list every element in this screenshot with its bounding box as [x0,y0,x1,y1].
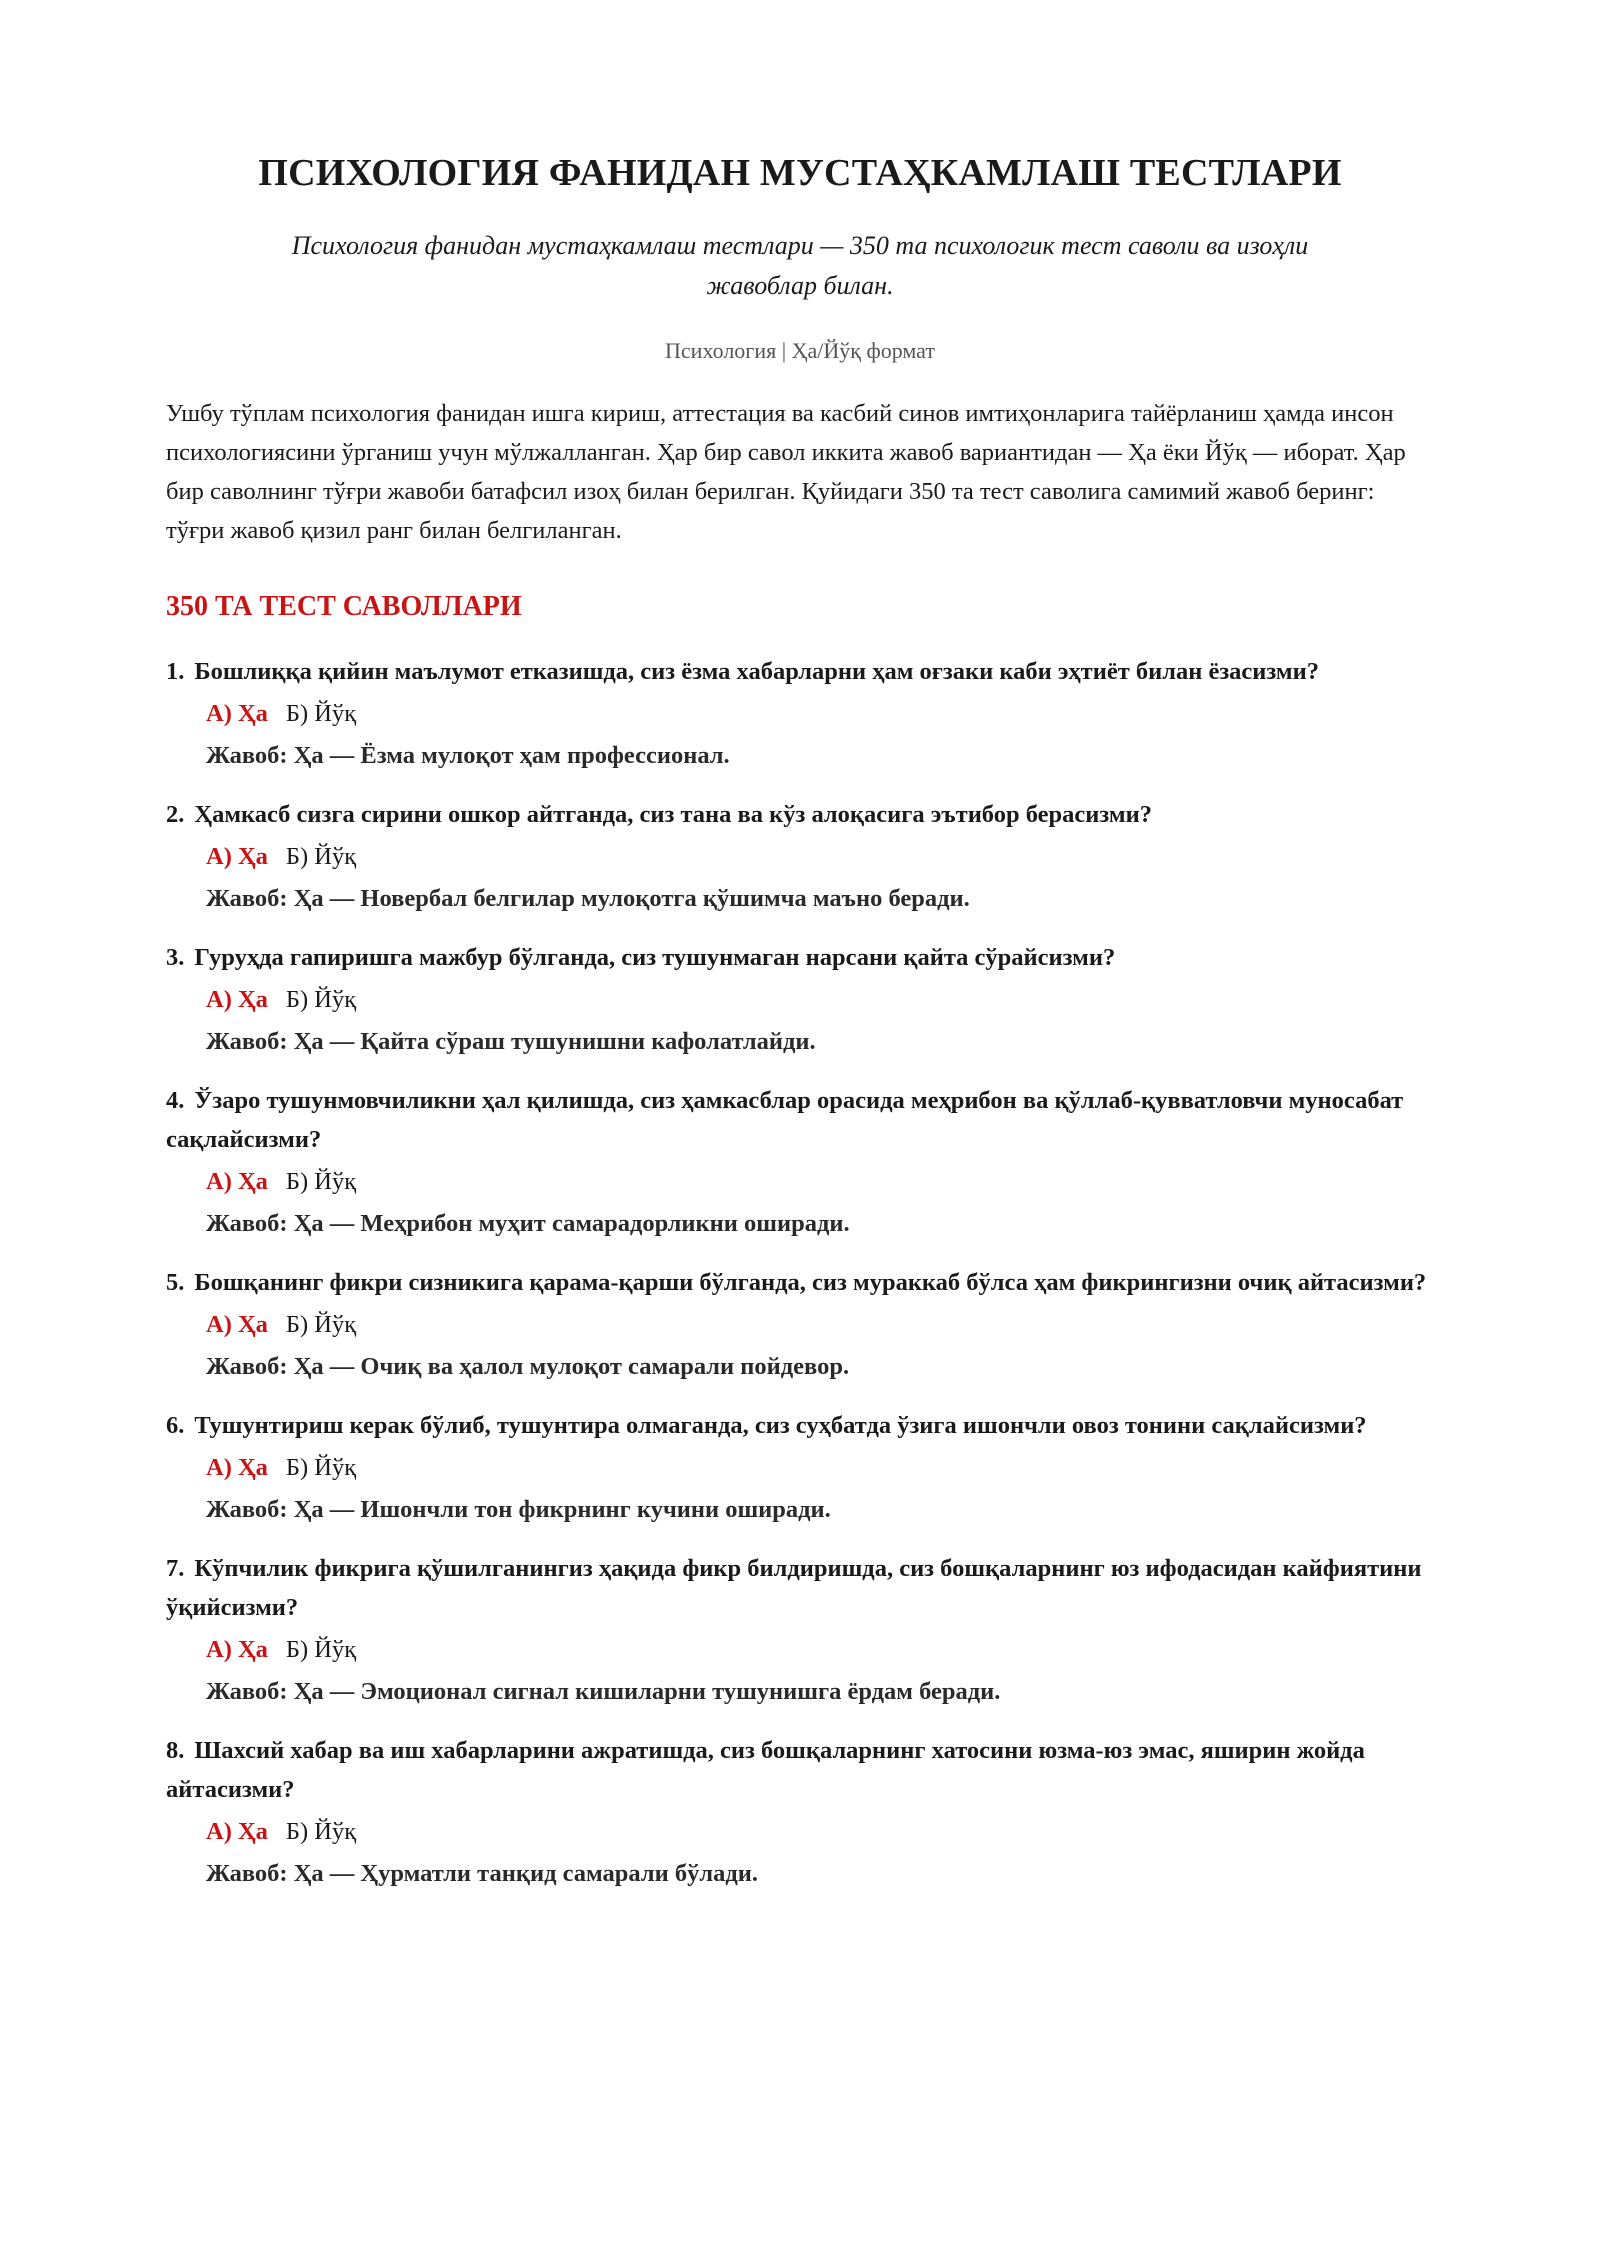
option-b: Б) Йўқ [285,1818,357,1845]
question-item [166,795,1434,918]
answer-options [166,1162,1434,1201]
question-item [166,1406,1434,1529]
question-item [166,1081,1434,1243]
answer-options [166,1812,1434,1851]
answer-explanation: Жавоб: Ҳа — Очиқ ва ҳалол мулоқот самарали пойдевор. [206,1353,850,1380]
option-b: Б) Йўқ [285,1636,357,1663]
question-body: Бошлиққа қийин маълумот етказишда, сиз ёзма хабарларни ҳам оғзаки каби эҳтиёт билан ёзасизми? [194,658,1319,685]
question-item [166,652,1434,775]
page-subtitle: Психология фанидан мустаҳкамлаш тестлари — 350 та психологик тест саволи ва изоҳли жавоблар билан. [291,231,1309,300]
option-a: А) Ҳа [206,843,268,870]
option-b: Б) Йўқ [285,1454,357,1481]
question-number: 6. [166,1412,185,1439]
question-number: 5. [166,1269,185,1296]
question-item [166,938,1434,1061]
answer-options [166,1448,1434,1487]
option-a: А) Ҳа [206,1636,268,1663]
option-a: А) Ҳа [206,700,268,727]
option-b: Б) Йўқ [285,843,357,870]
question-number: 8. [166,1737,185,1764]
question-text [166,1263,1434,1302]
answer-options [166,1630,1434,1669]
question-body: Кўпчилик фикрига қўшилганингиз ҳақида фикр билдиришда, сиз бошқаларнинг юз ифодасидан кайфиятини ўқийсизми? [166,1555,1422,1621]
question-text [166,795,1434,834]
question-text [166,938,1434,977]
answer-explanation: Жавоб: Ҳа — Меҳрибон муҳит самарадорликни оширади. [206,1210,850,1237]
question-text [166,652,1434,691]
question-body: Гуруҳда гапиришга мажбур бўлганда, сиз тушунмаган нарсани қайта сўрайсизми? [194,944,1116,971]
option-b: Б) Йўқ [285,986,357,1013]
page-title: ПСИХОЛОГИЯ ФАНИДАН МУСТАҲКАМЛАШ ТЕСТЛАРИ [258,152,1342,194]
option-a: А) Ҳа [206,1454,268,1481]
question-body: Шахсий хабар ва иш хабарларини ажратишда, сиз бошқаларнинг хатосини юзма-юз эмас, яширин жойда айтасизми? [166,1737,1365,1803]
question-item [166,1731,1434,1893]
option-a: А) Ҳа [206,1311,268,1338]
answer-explanation: Жавоб: Ҳа — Ёзма мулоқот ҳам профессионал. [206,742,730,769]
question-item [166,1263,1434,1386]
question-body: Ҳамкасб сизга сирини ошкор айтганда, сиз тана ва кўз алоқасига эътибор берасизми? [194,801,1152,828]
answer-explanation: Жавоб: Ҳа — Қайта сўраш тушунишни кафолатлайди. [206,1028,816,1055]
question-number: 1. [166,658,185,685]
question-number: 3. [166,944,185,971]
answer-explanation: Жавоб: Ҳа — Ҳурматли танқид самарали бўлади. [206,1860,759,1887]
question-text [166,1406,1434,1445]
section-heading: 350 ТА ТЕСТ САВОЛЛАРИ [166,591,522,622]
answer-options [166,980,1434,1019]
question-list [166,652,1434,1893]
question-text [166,1731,1434,1809]
question-number: 2. [166,801,185,828]
answer-explanation: Жавоб: Ҳа — Ишончли тон фикрнинг кучини оширади. [206,1496,831,1523]
question-item [166,1549,1434,1711]
question-number: 7. [166,1555,185,1582]
answer-explanation: Жавоб: Ҳа — Эмоционал сигнал кишиларни тушунишга ёрдам беради. [206,1678,1001,1705]
option-a: А) Ҳа [206,1818,268,1845]
intro-paragraph: Ушбу тўплам психология фанидан ишга кириш, аттестация ва касбий синов имтиҳонларига тайёрланиш ҳамда инсон психологиясини ўрганиш учун мўлжалланган. Ҳар бир савол иккита жавоб вариантидан — Ҳа ёки Йўқ — иборат. Ҳар бир саволнинг тўғри жавоби батафсил изоҳ билан берилган. Қуйидаги 350 та тест саволига самимий жавоб беринг: тўғри жавоб қизил ранг билан белгиланган. [166,400,1406,544]
answer-options [166,1305,1434,1344]
answer-options [166,694,1434,733]
question-body: Ўзаро тушунмовчиликни ҳал қилишда, сиз ҳамкасблар орасида меҳрибон ва қўллаб-қувватловчи муносабат сақлайсизми? [166,1087,1404,1153]
question-body: Бошқанинг фикри сизникига қарама-қарши бўлганда, сиз мураккаб бўлса ҳам фикрингизни очиқ айтасизми? [194,1269,1427,1296]
question-number: 4. [166,1087,185,1114]
question-body: Тушунтириш керак бўлиб, тушунтира олмаганда, сиз суҳбатда ўзига ишончли овоз тонини сақлайсизми? [194,1412,1367,1439]
answer-options [166,837,1434,876]
option-b: Б) Йўқ [285,700,357,727]
question-text [166,1081,1434,1159]
option-a: А) Ҳа [206,986,268,1013]
question-text [166,1549,1434,1627]
option-a: А) Ҳа [206,1168,268,1195]
option-b: Б) Йўқ [285,1168,357,1195]
page-meta: Психология | Ҳа/Йўқ формат [665,338,935,363]
option-b: Б) Йўқ [285,1311,357,1338]
answer-explanation: Жавоб: Ҳа — Новербал белгилар мулоқотга қўшимча маъно беради. [206,885,970,912]
